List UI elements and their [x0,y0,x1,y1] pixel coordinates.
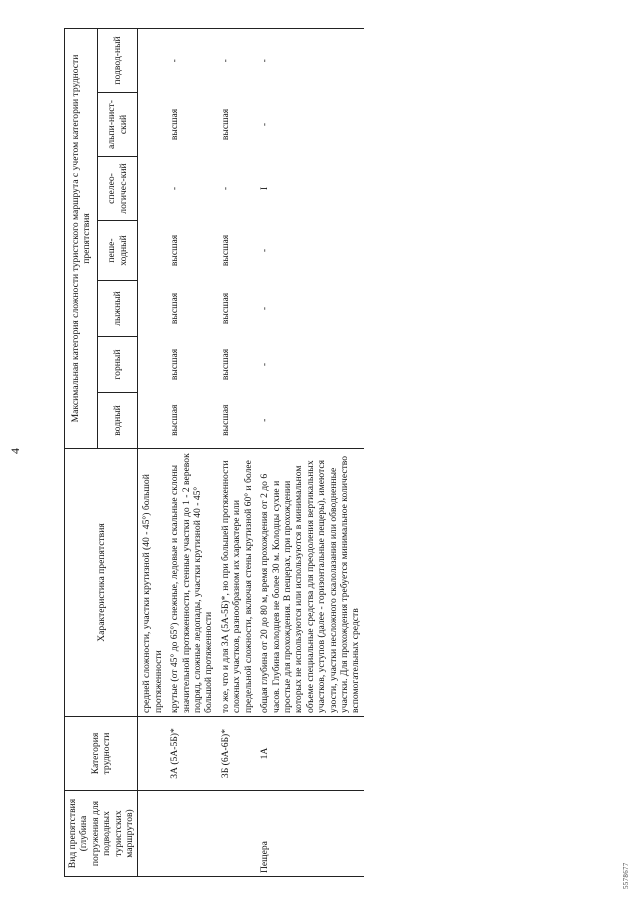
row-value-peshehodny: - [259,248,271,253]
row-value-gorny: - [259,362,271,367]
row-category: 3Б (6А-6Б)* [217,717,256,791]
row-value-podvodny: - [166,28,217,92]
header-obstacle-type: Вид препятствия (глубина погружения для подводных туристских маршрутов) [65,791,138,877]
row-category: 3А (5А-5Б)* [166,717,217,791]
row-value-lyzhny: - [259,306,271,311]
row-value-lyzhny: высшая [219,292,231,325]
continuation-text: средней сложности, участки крутизной (40 - 45°) большой протяженности [138,449,166,717]
header-characteristic: Характеристика препятствия [65,449,138,717]
header-row-1 [65,28,98,876]
row-value-vodny: - [259,418,271,422]
obstacles-table [64,28,364,877]
table-row [256,28,364,876]
row-value-gorny: высшая [169,348,181,381]
row-category: 1А [256,717,364,791]
header-route-gorny: горный [98,337,138,393]
continuation-row [138,28,166,876]
row-characteristic: то же, что и для 3А (5А-5Б)*, но при большей протяженности сложных участков, разнообразном их характере или предельной сложности, включая стены крутизной 60° и более [217,449,256,717]
row-obstacle: Пещера [256,791,364,877]
table-row [166,28,217,876]
header-route-speleo: спелео-логичес-кий [98,157,138,221]
row-value-alpinist: - [259,122,271,127]
row-characteristic: крутые (от 45° до 65°) снежные, ледовые и скальные склоны значительной протяженности, стенные участки до 1 - 2 веревок подряд, сложные ледопады, участки крутизной 40 - 45° большой протяженности [166,449,217,717]
table-row [217,28,256,876]
row-value-peshehodny: высшая [169,234,181,267]
row-value-speleo: - [169,186,181,191]
row-value-peshehodny: высшая [219,234,231,267]
row-value-alpinist: высшая [169,108,181,141]
header-route-alpinist: альпи-нист-ский [98,93,138,157]
row-value-lyzhny: высшая [169,292,181,325]
header-route-podvodny: подвод-ный [98,28,138,92]
header-max-category: Максимальная категория сложности туристского маршрута с учетом категории трудности препятствия [65,28,98,448]
row-value-speleo: I [259,186,271,191]
header-route-vodny: водный [98,393,138,449]
row-value-alpinist: высшая [219,108,231,141]
row-value-podvodny: - [256,28,364,92]
row-obstacle [166,791,217,877]
row-value-vodny: высшая [169,404,181,436]
header-category: Категория трудности [65,717,138,791]
row-value-speleo: - [219,186,231,191]
row-value-podvodny: - [217,28,256,92]
row-value-gorny: высшая [219,348,231,381]
document-id: 5578677 [622,862,630,889]
page-number: 4 [8,448,22,454]
row-obstacle [217,791,256,877]
row-characteristic: общая глубина от 20 до 80 м, время прохождения от 2 до 6 часов. Глубина колодцев не более 30 м. Колодцы сухие и простые для прохождения. В пещерах, при прохождении которых не используются или используются в минимальном объеме специальные средства для преодоления вертикальных участков, уступов (далее - горизонтальные пещеры), имеются узости, участки несложного скалолазания или обводненные участки. Для прохождения требуется минимальное количество вспомогательных средств [256,449,364,717]
header-route-peshehodny: пеше-ходный [98,221,138,281]
header-route-lyzhny: лыжный [98,281,138,337]
row-value-vodny: высшая [219,404,231,436]
